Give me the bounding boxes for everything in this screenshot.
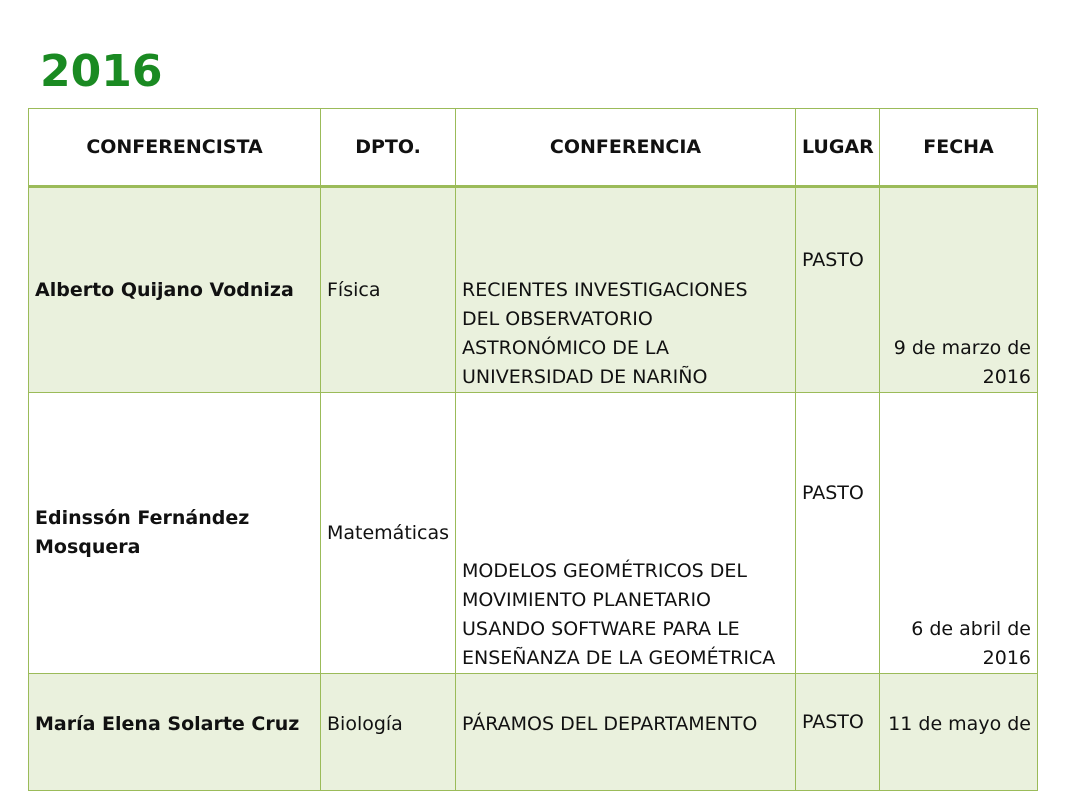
table-row [29,187,1038,393]
conferences-table [28,108,1038,791]
talk-cell: MODELOS GEOMÉTRICOS DEL MOVIMIENTO PLANETARIO USANDO SOFTWARE PARA LE ENSEÑANZA DE LA GEOMÉTRICA [456,393,796,674]
header-dept: DPTO. [321,109,456,187]
table-row [29,393,1038,674]
place-cell: PASTO [796,674,880,791]
speaker-cell: María Elena Solarte Cruz [29,674,321,791]
dept-cell: Física [321,187,456,393]
header-speaker: CONFERENCISTA [29,109,321,187]
place-cell: PASTO [796,393,880,674]
talk-cell: RECIENTES INVESTIGACIONES DEL OBSERVATORIO ASTRONÓMICO DE LA UNIVERSIDAD DE NARIÑO [456,187,796,393]
date-cell: 9 de marzo de 2016 [880,187,1038,393]
page-title: 2016 [40,46,163,97]
place-cell: PASTO [796,187,880,393]
speaker-cell: Alberto Quijano Vodniza [29,187,321,393]
dept-cell: Biología [321,674,456,791]
header-date: FECHA [880,109,1038,187]
speaker-cell: Edinssón Fernández Mosquera [29,393,321,674]
table-row [29,674,1038,791]
header-place: LUGAR [796,109,880,187]
date-cell: 6 de abril de 2016 [880,393,1038,674]
header-talk: CONFERENCIA [456,109,796,187]
date-cell: 11 de mayo de [880,674,1038,791]
dept-cell: Matemáticas [321,393,456,674]
talk-cell: PÁRAMOS DEL DEPARTAMENTO [456,674,796,791]
table-header-row [29,109,1038,187]
